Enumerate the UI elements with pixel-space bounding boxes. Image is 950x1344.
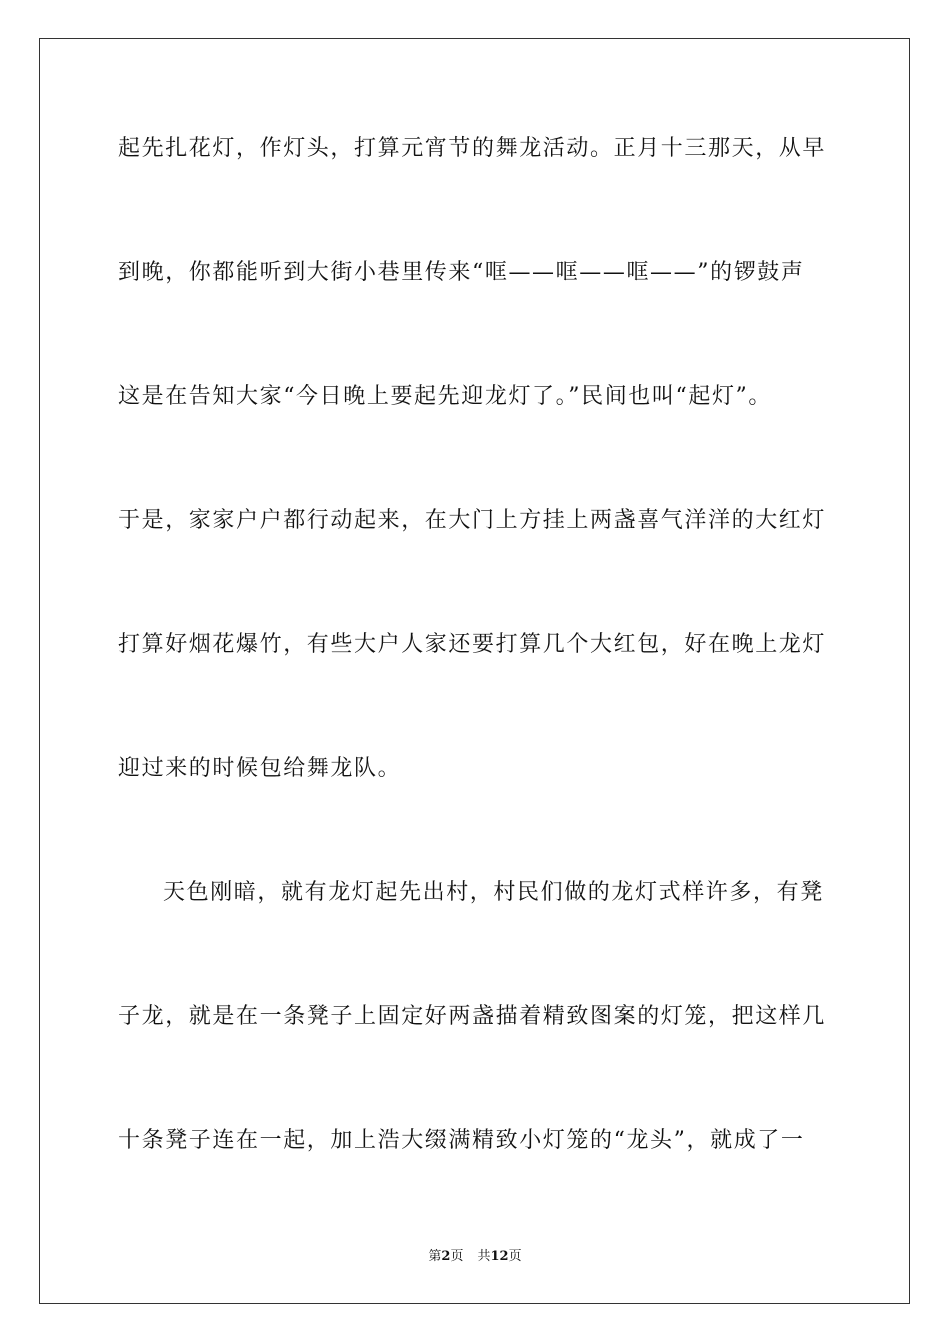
total-pages: 12 xyxy=(490,1249,509,1264)
text-line-1: 起先扎花灯，作灯头，打算元宵节的舞龙活动。正月十三那天，从早 xyxy=(118,136,827,161)
text-line-7: 天色刚暗，就有龙灯起先出村，村民们做的龙灯式样许多，有凳 xyxy=(163,880,824,905)
page-border xyxy=(39,38,910,1304)
text-line-4: 于是，家家户户都行动起来，在大门上方挂上两盏喜气洋洋的大红灯 xyxy=(118,508,827,533)
text-line-6: 迎过来的时候包给舞龙队。 xyxy=(118,756,402,781)
text-line-2: 到晚，你都能听到大街小巷里传来“哐——哐——哐——”的锣鼓声 xyxy=(118,260,805,285)
text-line-9: 十条凳子连在一起，加上浩大缀满精致小灯笼的“龙头”，就成了一 xyxy=(118,1128,805,1153)
page-suffix: 页 xyxy=(450,1249,464,1264)
page-footer xyxy=(0,1248,950,1266)
text-line-5: 打算好烟花爆竹，有些大户人家还要打算几个大红包，好在晚上龙灯 xyxy=(118,632,827,657)
total-prefix: 共 xyxy=(477,1249,491,1264)
total-suffix: 页 xyxy=(508,1249,522,1264)
text-line-3: 这是在告知大家“今日晚上要起先迎龙灯了。”民间也叫“起灯”。 xyxy=(118,384,772,409)
text-line-8: 子龙，就是在一条凳子上固定好两盏描着精致图案的灯笼，把这样几 xyxy=(118,1004,827,1029)
page-number: 2 xyxy=(441,1249,451,1264)
page-prefix: 第 xyxy=(428,1249,442,1264)
